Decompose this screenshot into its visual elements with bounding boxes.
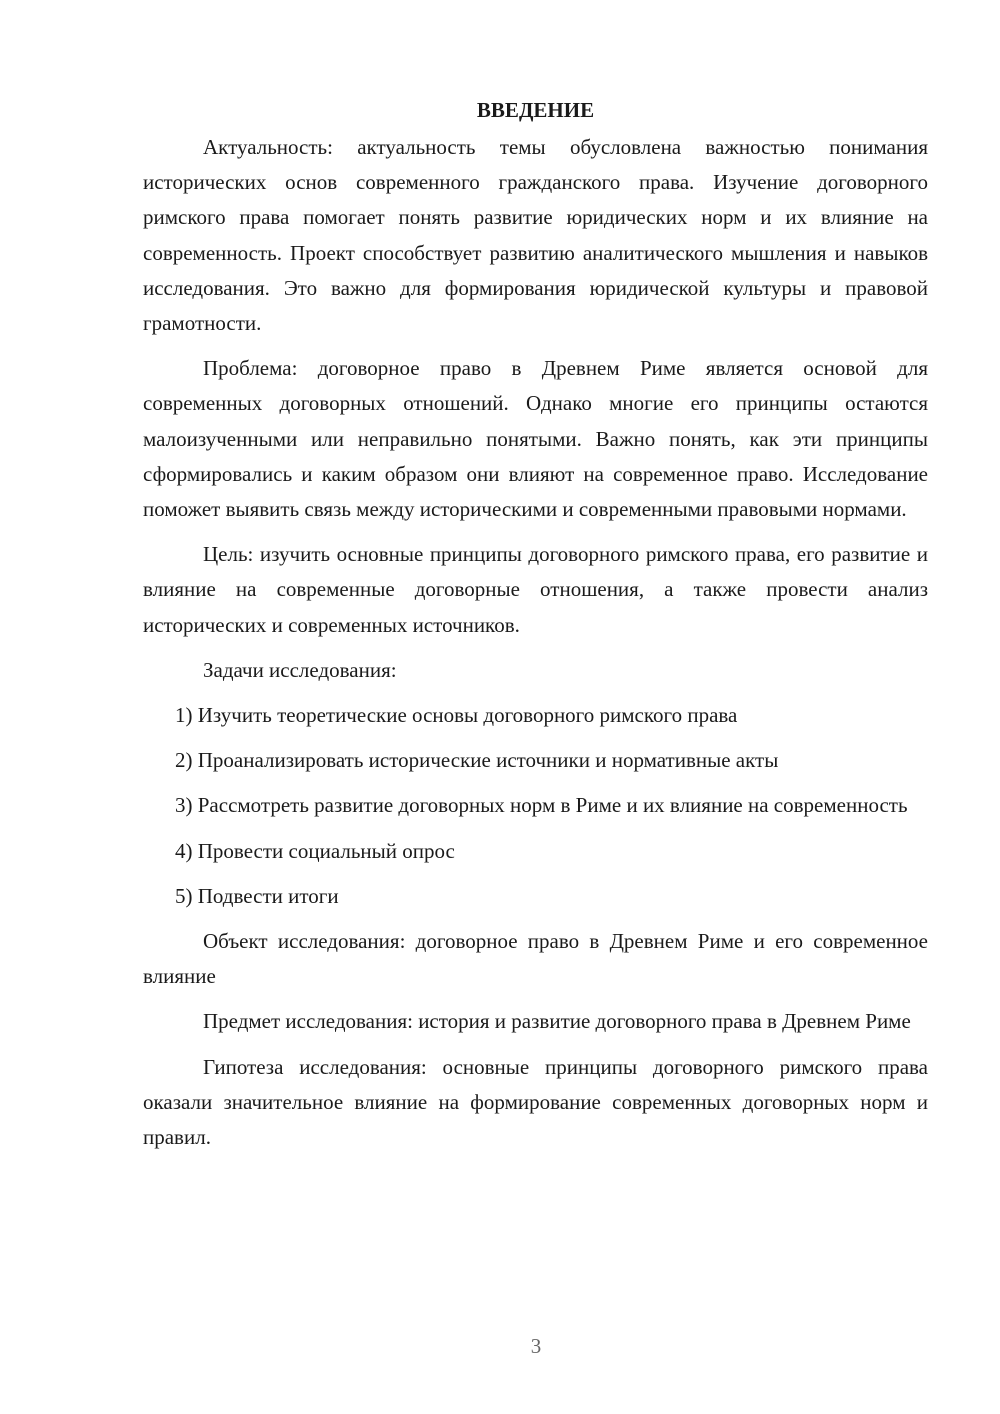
list-item: 3) Рассмотреть развитие договорных норм в Риме и их влияние на современность: [175, 793, 908, 818]
list-item: 5) Подвести итоги: [175, 883, 339, 908]
paragraph-problem: Проблема: договорное право в Древнем Риме является основой для современных договорных отношений. Однако многие его принципы остаются малоизученными или неправильно понятыми. Важно понять, как эти принципы сформировались и каким образом они влияют на современное право. Исследование поможет выявить связь между историческими и современными правовыми нормами.: [143, 356, 928, 522]
page-title: ВВЕДЕНИЕ: [476, 98, 595, 122]
list-item: 4) Провести социальный опрос: [175, 838, 455, 863]
paragraph-object: Объект исследования: договорное право в Древнем Риме и его современное влияние: [143, 929, 928, 989]
list-item: 2) Проанализировать исторические источники и нормативные акты: [175, 748, 779, 773]
paragraph-actuality: Актуальность: актуальность темы обусловлена важностью понимания исторических основ современного гражданского права. Изучение договорного римского права помогает понять развитие юридических норм и их влияние на современность. Проект способствует развитию аналитического мышления и навыков исследования. Это важно для формирования юридической культуры и правовой грамотности.: [143, 135, 928, 336]
tasks-list: [143, 698, 928, 914]
paragraph-hypothesis: Гипотеза исследования: основные принципы договорного римского права оказали значительное влияние на формирование современных договорных норм и правил.: [143, 1054, 928, 1150]
tasks-heading: Задачи исследования:: [203, 657, 397, 682]
paragraph-subject: Предмет исследования: история и развитие договорного права в Древнем Риме: [203, 1009, 911, 1034]
paragraph-goal: Цель: изучить основные принципы договорного римского права, его развитие и влияние на современные договорные отношения, а также провести анализ исторических и современных источников.: [143, 542, 928, 637]
page-number: 3: [530, 1334, 542, 1358]
list-item: 1) Изучить теоретические основы договорного римского права: [175, 703, 738, 728]
document-page: [143, 92, 928, 1165]
